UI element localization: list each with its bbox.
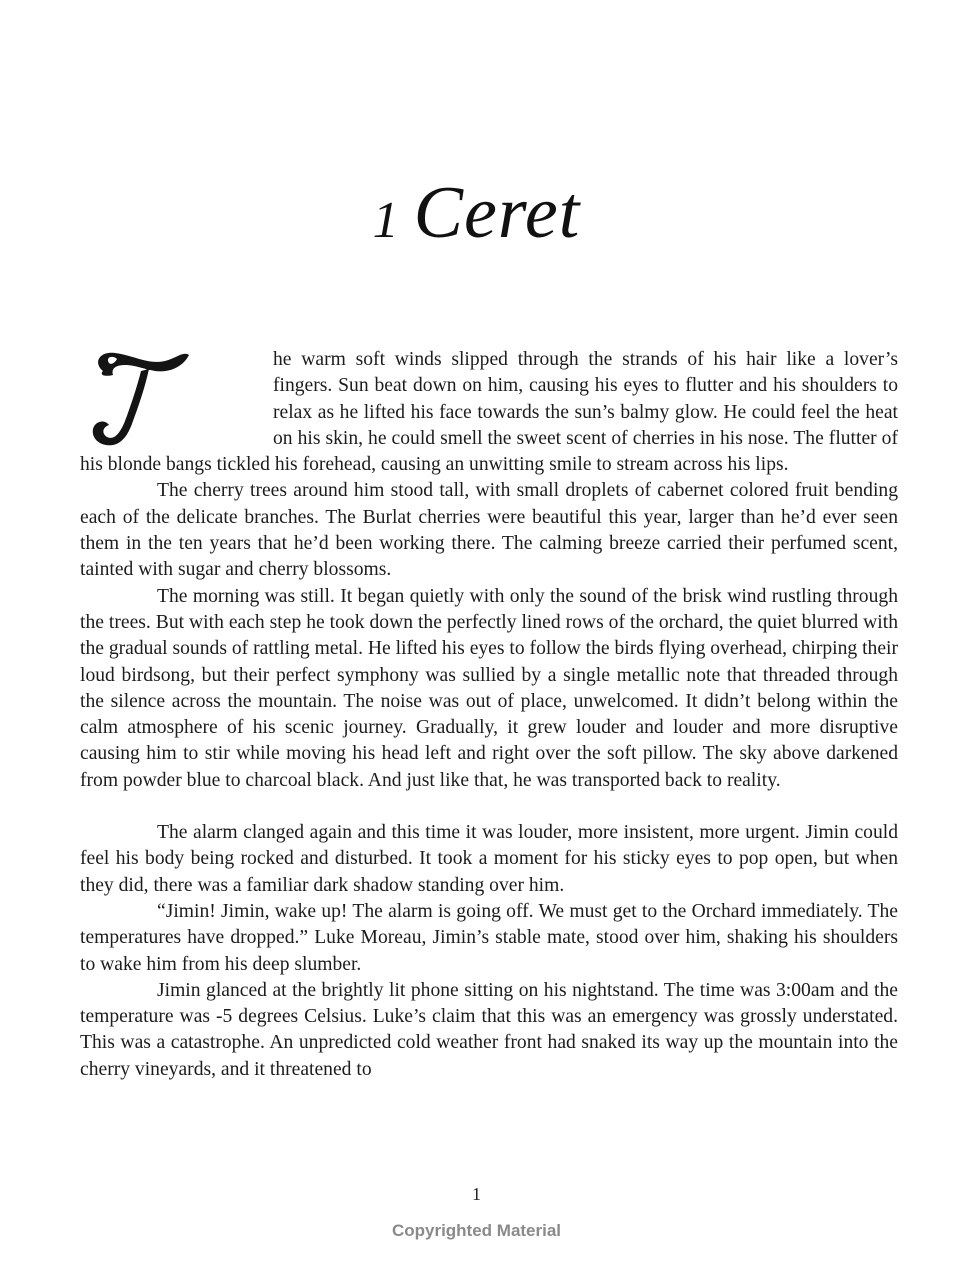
page-number: 1 [472,1184,481,1204]
dropcap [0,347,260,452]
paragraph-4: The alarm clanged again and this time it was louder, more insistent, more urgent. Jimin could feel his body being rocked and disturbed. It took a moment for his sticky eyes to pop open, but when they did, there was a familiar dark shadow standing over him. [80,822,898,896]
paragraph-5: “Jimin! Jimin, wake up! The alarm is going off. We must get to the Orchard immediately. The temperatures have dropped.” Luke Moreau, Jimin’s stable mate, stood over him, shaking his shoulders to wake him from his deep slumber. [80,900,898,975]
chapter-number: 1 [372,192,400,249]
paragraph-1: he warm soft winds slipped through the strands of his hair like a lover’s fingers. Sun beat down on him, causing his eyes to flutter and his shoulders to relax as he lifted his face towards the sun’s balmy glow. He could feel the heat on his skin, he could smell the sweet scent of cherries in his nose. The flutter of his blonde bangs tickled his forehead, causing an unwitting smile to stream across his lips. [80,347,898,478]
chapter-body [80,347,898,1083]
chapter-heading [0,172,953,254]
dropcap-t-icon [85,343,190,453]
chapter-title: Ceret [413,172,581,254]
copyright-notice: Copyrighted Material [391,1221,562,1240]
paragraph-2: The cherry trees around him stood tall, with small droplets of cabernet colored fruit bending each of the delicate branches. The Burlat cherries were beautiful this year, larger than he’d ever seen them in the ten years that he’d been working there. The calming breeze carried their perfumed scent, tainted with sugar and cherry blossoms. [80,480,898,581]
paragraph-6: Jimin glanced at the brightly lit phone sitting on his nightstand. The time was 3:00am and the temperature was -5 degrees Celsius. Luke’s claim that this was an emergency was grossly understated. This was a catastrophe. An unpredicted cold weather front had snaked its way up the mountain into the cherry vineyards, and it threatened to [80,979,898,1080]
paragraph-3: The morning was still. It began quietly with only the sound of the brisk wind rustling through the trees. But with each step he took down the perfectly lined rows of the orchard, the quiet blurred with the gradual sounds of rattling metal. He lifted his eyes to follow the birds flying overhead, chirping their loud birdsong, but their perfect symphony was sullied by a single metallic note that threaded through the silence across the mountain. The noise was out of place, unwelcomed. It didn’t belong within the calm atmosphere of his scenic journey. Gradually, it grew louder and louder and more disruptive causing him to stir while moving his head left and right over the soft pillow. The sky above darkened from powder blue to charcoal black. And just like that, he was transported back to reality. [80,585,898,791]
